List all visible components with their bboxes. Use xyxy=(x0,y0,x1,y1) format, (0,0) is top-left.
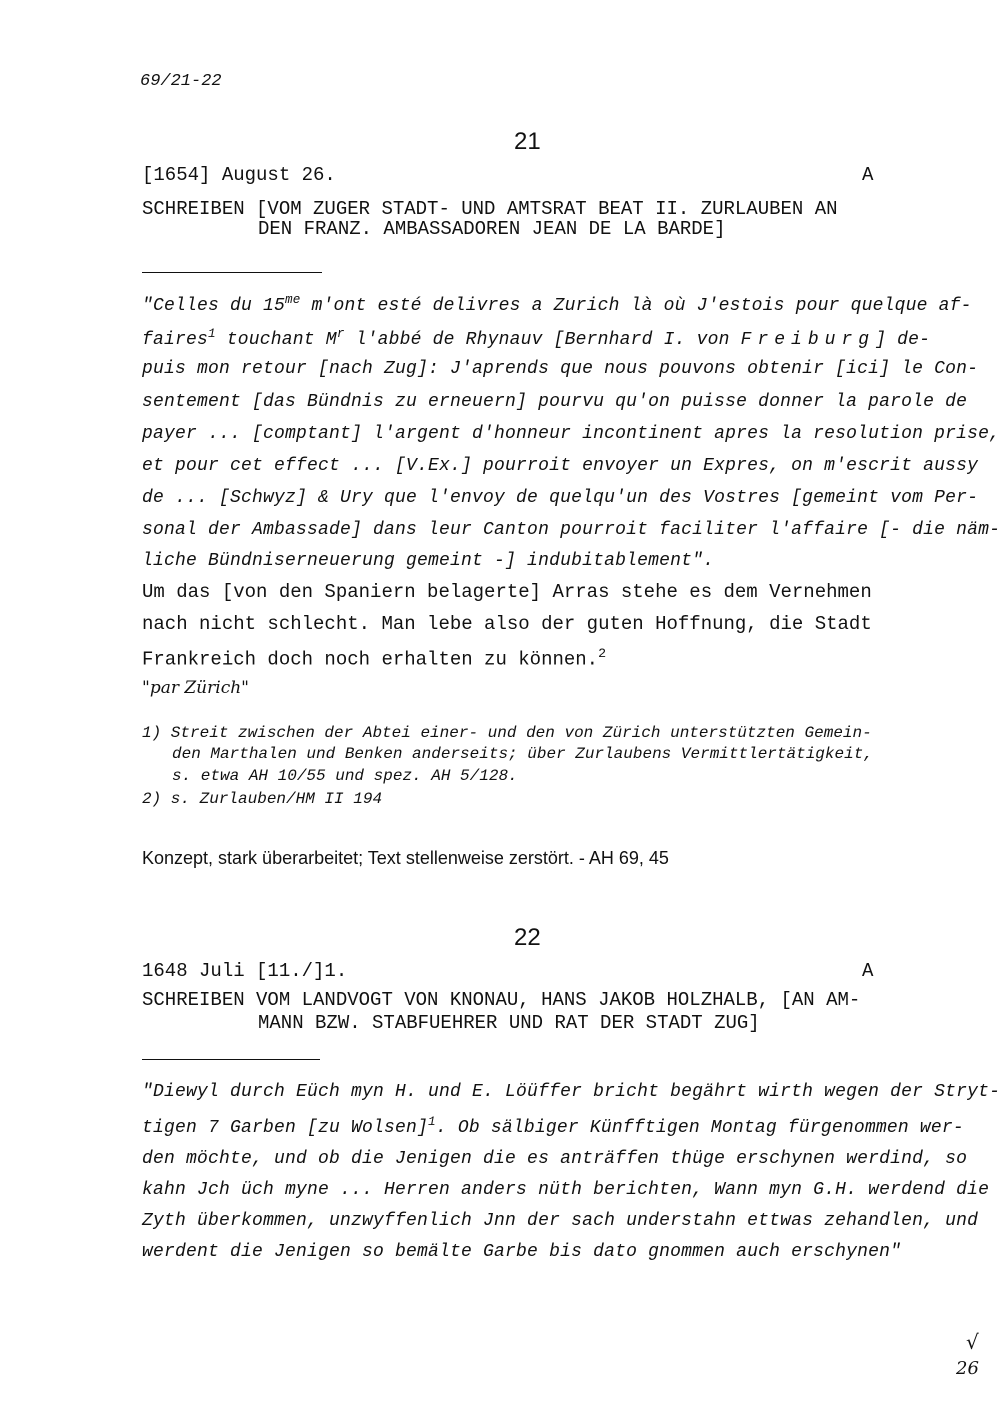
quote-line: de ... [Schwyz] & Ury que l'envoy de quelqu'un des Vostres [gemeint vom Per- xyxy=(142,488,979,508)
document-type-letter: A xyxy=(862,164,874,186)
quote-line: kahn Jch üch myne ... Herren anders nüth berichten, Wann myn G.H. werdend die xyxy=(142,1180,990,1200)
quote-line: puis mon retour [nach Zug]: J'aprends que nous pouvons obtenir [ici] le Con- xyxy=(142,359,979,379)
document-number: 21 xyxy=(514,128,541,155)
body-text-line: Um das [von den Spaniern belagerte] Arras stehe es dem Vernehmen xyxy=(142,581,872,603)
document-type-letter: A xyxy=(862,960,874,982)
document-date: 1648 Juli [11./]1. xyxy=(142,960,348,982)
body-text-line: nach nicht schlecht. Man lebe also der guten Hoffnung, die Stadt xyxy=(142,613,872,635)
quote-line: werdent die Jenigen so bemälte Garbe bis dato gnommen auch erschynen" xyxy=(142,1242,902,1262)
quote-line: den möchte, und ob die Jenigen die es anträffen thüge erschynen werdind, so xyxy=(142,1149,968,1169)
handwritten-page-number: 26 xyxy=(956,1358,979,1379)
quote-line: sentement [das Bündnis zu erneuern] pourvu qu'on puisse donner la parole de xyxy=(142,392,968,412)
document-number: 22 xyxy=(514,924,541,951)
document-title-line: MANN BZW. STABFUEHRER UND RAT DER STADT ZUG] xyxy=(258,1012,760,1034)
quote-line: et pour cet effect ... [V.Ex.] pourroit envoyer un Expres, on m'escrit aussy xyxy=(142,456,979,476)
footnote-line: den Marthalen und Benken anderseits; über Zurlaubens Vermittlertätigkeit, xyxy=(172,745,873,763)
separator-rule xyxy=(142,272,322,273)
document-title-line: SCHREIBEN [VOM ZUGER STADT- UND AMTSRAT BEAT II. ZURLAUBEN AN xyxy=(142,198,838,220)
quote-line: sonal der Ambassade] dans leur Canton pourroit faciliter l'affaire [- die näm- xyxy=(142,520,1000,540)
document-title-line: DEN FRANZ. AMBASSADOREN JEAN DE LA BARDE] xyxy=(258,218,726,240)
footnote-line: 2) s. Zurlauben/HM II 194 xyxy=(142,790,383,808)
quote-line: "Diewyl durch Eüch myn H. und E. Löüffer bricht begährt wirth wegen der Stryt- xyxy=(142,1082,1000,1102)
quote-line: faires$^1$ touchant $M^r$ l'abbé de Rhynauv [Bernhard I. von Freiburg] de- xyxy=(142,327,931,350)
document-date: [1654] August 26. xyxy=(142,164,336,186)
footnote-line: s. etwa AH 10/55 und spez. AH 5/128. xyxy=(172,767,518,785)
signature: "par Zürich" xyxy=(142,678,249,698)
quote-line: tigen 7 Garben [zu Wolsen]$^1$. Ob sälbiger Künfftigen Montag fürgenommen wer- xyxy=(142,1115,964,1138)
body-text-line: Frankreich doch noch erhalten zu können.$^2$ xyxy=(142,646,607,671)
separator-rule xyxy=(142,1059,320,1060)
footnote-line: 1) Streit zwischen der Abtei einer- und den von Zürich unterstützten Gemein- xyxy=(142,724,872,742)
quote-line: Zyth überkommen, unzwyffenlich Jnn der sach understahn ettwas zehandlen, und xyxy=(142,1211,979,1231)
quote-line: liche Bündniserneuerung gemeint -] indubitablement". xyxy=(142,551,715,571)
quote-line: payer ... [comptant] l'argent d'honneur incontinent apres la resolution prise, xyxy=(142,424,1000,444)
source-note: Konzept, stark überarbeitet; Text stellenweise zerstört. - AH 69, 45 xyxy=(142,848,669,868)
page-reference: 69/21-22 xyxy=(140,72,222,91)
quote-line: "Celles du $15^{me}$ m'ont esté delivres a Zurich là où J'estois pour quelque af- xyxy=(142,293,972,316)
check-mark: √ xyxy=(966,1330,979,1354)
document-title-line: SCHREIBEN VOM LANDVOGT VON KNONAU, HANS JAKOB HOLZHALB, [AN AM- xyxy=(142,989,861,1011)
